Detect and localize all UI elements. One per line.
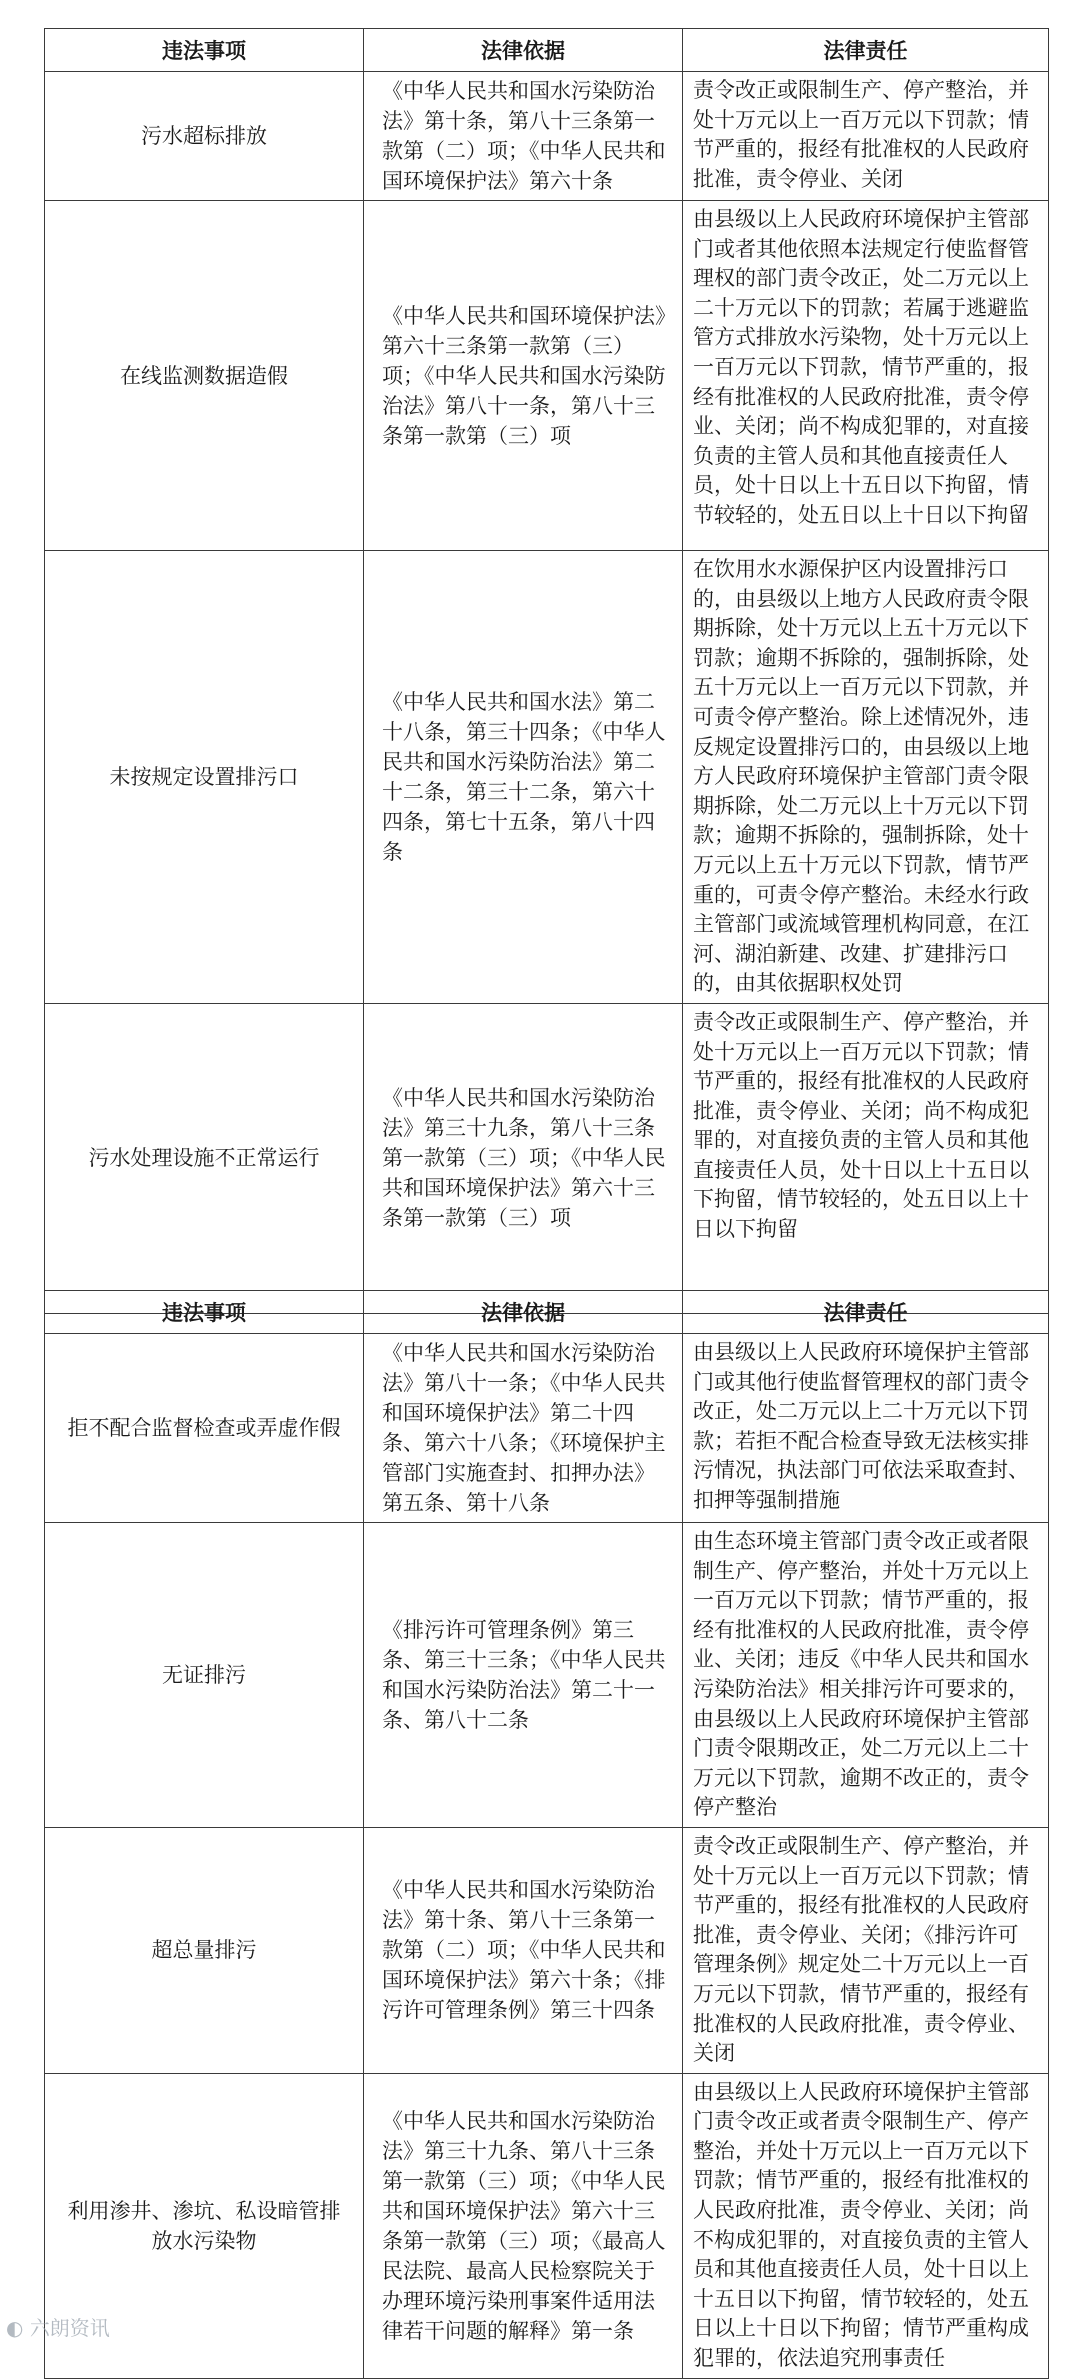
watermark-logo-icon: ◐ [6, 2316, 30, 2340]
legal-basis-cell: 《中华人民共和国环境保护法》第六十三条第一款第（三）项；《中华人民共和国水污染防治法》第八十一条，第八十三条第一款第（三）项 [364, 201, 683, 551]
watermark [6, 2312, 110, 2341]
header-legal-liability: 法律责任 [683, 29, 1049, 72]
violation-cell: 超总量排污 [45, 1827, 364, 2073]
header-legal-liability: 法律责任 [683, 1291, 1049, 1334]
violation-cell: 污水处理设施不正常运行 [45, 1003, 364, 1313]
header-violation: 违法事项 [45, 29, 364, 72]
legal-basis-cell: 《中华人民共和国水污染防治法》第十条、第八十三条第一款第（二）项；《中华人民共和国环境保护法》第六十条；《排污许可管理条例》第三十四条 [364, 1827, 683, 2073]
legal-table-1 [44, 28, 1049, 1314]
table-row [45, 201, 1049, 551]
violation-cell: 污水超标排放 [45, 72, 364, 201]
legal-liability-cell: 由县级以上人民政府环境保护主管部门或其他行使监督管理权的部门责令改正，处二万元以上二十万元以下罚款；若拒不配合检查导致无法核实排污情况，执法部门可依法采取查封、扣押等强制措施 [683, 1334, 1049, 1523]
legal-basis-cell: 《中华人民共和国水污染防治法》第十条，第八十三条第一款第（二）项；《中华人民共和国环境保护法》第六十条 [364, 72, 683, 201]
table-row [45, 1334, 1049, 1523]
watermark-text: 六朗资讯 [29, 2316, 110, 2340]
header-legal-basis: 法律依据 [364, 1291, 683, 1334]
violation-cell: 在线监测数据造假 [45, 201, 364, 551]
legal-liability-cell: 由县级以上人民政府环境保护主管部门责令改正或者责令限制生产、停产整治，并处十万元以上一百万元以下罚款；情节严重的，报经有批准权的人民政府批准，责令停业、关闭；尚不构成犯罪的，对直接负责的主管人员和其他直接责任人员，处十日以上十五日以下拘留，情节较轻的，处五日以上十日以下拘留；情节严重构成犯罪的，依法追究刑事责任 [683, 2073, 1049, 2378]
table-row [45, 1003, 1049, 1313]
legal-liability-cell: 责令改正或限制生产、停产整治，并处十万元以上一百万元以下罚款；情节严重的，报经有批准权的人民政府批准，责令停业、关闭；《排污许可管理条例》规定处二十万元以上一百万元以下罚款，情节严重的，报经有批准权的人民政府批准，责令停业、关闭 [683, 1827, 1049, 2073]
header-violation: 违法事项 [45, 1291, 364, 1334]
legal-liability-cell: 由县级以上人民政府环境保护主管部门或者其他依照本法规定行使监督管理权的部门责令改正，处二万元以上二十万元以下的罚款；若属于逃避监管方式排放水污染物，处十万元以上一百万元以下罚款，情节严重的，报经有批准权的人民政府批准，责令停业、关闭；尚不构成犯罪的，对直接负责的主管人员和其他直接责任人员，处十日以上十五日以下拘留，情节较轻的，处五日以上十日以下拘留 [683, 201, 1049, 551]
legal-liability-cell: 责令改正或限制生产、停产整治，并处十万元以上一百万元以下罚款；情节严重的，报经有批准权的人民政府批准，责令停业、关闭 [683, 72, 1049, 201]
violation-cell: 拒不配合监督检查或弄虚作假 [45, 1334, 364, 1523]
legal-table-2 [44, 1290, 1049, 2379]
legal-basis-cell: 《排污许可管理条例》第三条、第三十三条；《中华人民共和国水污染防治法》第二十一条、第八十二条 [364, 1523, 683, 1828]
table-row [45, 1827, 1049, 2073]
legal-basis-cell: 《中华人民共和国水污染防治法》第三十九条、第八十三条第一款第（三）项；《中华人民共和国环境保护法》第六十三条第一款第（三）项；《最高人民法院、最高人民检察院关于办理环境污染刑事案件适用法律若干问题的解释》第一条 [364, 2073, 683, 2378]
table-header-row [45, 29, 1049, 72]
table-header-row [45, 1291, 1049, 1334]
violation-cell: 利用渗井、渗坑、私设暗管排放水污染物 [45, 2073, 364, 2378]
table-row [45, 72, 1049, 201]
violation-cell: 无证排污 [45, 1523, 364, 1828]
legal-liability-cell: 在饮用水水源保护区内设置排污口的，由县级以上地方人民政府责令限期拆除，处十万元以上五十万元以下罚款；逾期不拆除的，强制拆除，处五十万元以上一百万元以下罚款，并可责令停产整治。除上述情况外，违反规定设置排污口的，由县级以上地方人民政府环境保护主管部门责令限期拆除，处二万元以上十万元以下罚款；逾期不拆除的，强制拆除，处十万元以上五十万元以下罚款，情节严重的，可责令停产整治。未经水行政主管部门或流域管理机构同意，在江河、湖泊新建、改建、扩建排污口的，由其依据职权处罚 [683, 551, 1049, 1004]
legal-liability-cell: 由生态环境主管部门责令改正或者限制生产、停产整治，并处十万元以上一百万元以下罚款；情节严重的，报经有批准权的人民政府批准，责令停业、关闭；违反《中华人民共和国水污染防治法》相关排污许可要求的，由县级以上人民政府环境保护主管部门责令限期改正，处二万元以上二十万元以下罚款，逾期不改正的，责令停产整治 [683, 1523, 1049, 1828]
legal-basis-cell: 《中华人民共和国水污染防治法》第八十一条；《中华人民共和国环境保护法》第二十四条、第六十八条；《环境保护主管部门实施查封、扣押办法》第五条、第十八条 [364, 1334, 683, 1523]
header-legal-basis: 法律依据 [364, 29, 683, 72]
violation-cell: 未按规定设置排污口 [45, 551, 364, 1004]
table-row [45, 1523, 1049, 1828]
table-row [45, 551, 1049, 1004]
legal-basis-cell: 《中华人民共和国水法》第二十八条，第三十四条；《中华人民共和国水污染防治法》第二十二条，第三十二条，第六十四条，第七十五条，第八十四条 [364, 551, 683, 1004]
legal-liability-cell: 责令改正或限制生产、停产整治，并处十万元以上一百万元以下罚款；情节严重的，报经有批准权的人民政府批准，责令停业、关闭；尚不构成犯罪的，对直接负责的主管人员和其他直接责任人员，处十日以上十五日以下拘留，情节较轻的，处五日以上十日以下拘留 [683, 1003, 1049, 1313]
table-row [45, 2073, 1049, 2378]
legal-basis-cell: 《中华人民共和国水污染防治法》第三十九条，第八十三条第一款第（三）项；《中华人民共和国环境保护法》第六十三条第一款第（三）项 [364, 1003, 683, 1313]
